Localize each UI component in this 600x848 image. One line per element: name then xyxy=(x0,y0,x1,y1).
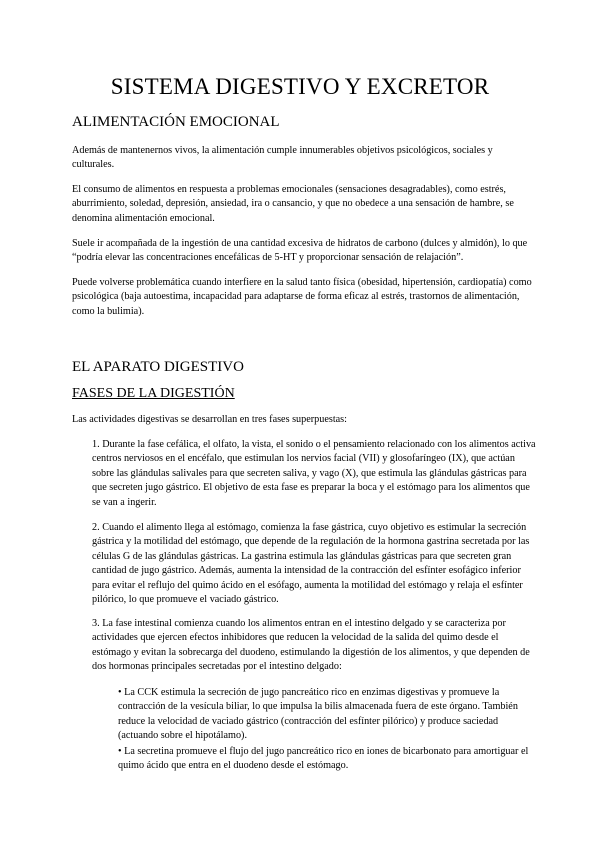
phase-item-gastrica: 2. Cuando el alimento llega al estómago, comienza la fase gástrica, cuyo objetivo es estimular la secreción gástrica y la motilidad del estómago, que depende de la regulación de la hormona gastrina secretada por las células G de las glándulas gástricas. La gastrina estimula las glándulas gástricas para que secreten gran cantidad de jugo gástrico. Además, aumenta la intensidad de la contracción del esfínter esofágico inferior para evitar el reflujo del quimo ácido en el esófago, aumenta la motilidad del estómago y relaja el esfínter pilórico, lo que promueve el vaciado gástrico. xyxy=(92,522,530,606)
paragraph: Suele ir acompañada de la ingestión de una cantidad excesiva de hidratos de carbono (dulces y almidón), lo que “podría elevar las concentraciones encefálicas de 5-HT y proporcionar sensación de relajación”. xyxy=(72,238,528,264)
paragraph: El consumo de alimentos en respuesta a problemas emocionales (sensaciones desagradables), como estrés, aburrimiento, soledad, depresión, ansiedad, ira o cansancio, y que no obedece a una sensación de hambre, se denomina alimentación emocional. xyxy=(72,184,514,224)
subsection-heading-fases-digestion: FASES DE LA DIGESTIÓN xyxy=(72,386,235,401)
document-title: SISTEMA DIGESTIVO Y EXCRETOR xyxy=(110,74,490,99)
paragraph: Puede volverse problemática cuando interfiere en la salud tanto física (obesidad, hipertensión, cardiopatía) como psicológica (baja autoestima, incapacidad para adaptarse de forma eficaz al estrés, trastornos de alimentación, como la bulimia). xyxy=(72,277,532,317)
section-heading-aparato-digestivo: EL APARATO DIGESTIVO xyxy=(72,359,244,375)
phase-item-cefalica: 1. Durante la fase cefálica, el olfato, la vista, el sonido o el pensamiento relacionado con los alimentos activa centros nerviosos en el encéfalo, que estimulan los nervios facial (VII) y glosofaríngeo (IX), que actúan sobre las glándulas salivales para que secreten saliva, y vago (X), que estimula las glándulas gástricas para que secreten jugo gástrico. El objetivo de esta fase es preparar la boca y el estómago para los alimentos que se van a ingerir. xyxy=(92,439,536,508)
intro-paragraph: Las actividades digestivas se desarrollan en tres fases superpuestas: xyxy=(72,414,347,425)
paragraph: Además de mantenernos vivos, la alimentación cumple innumerables objetivos psicológicos, sociales y culturales. xyxy=(72,145,493,171)
section-heading-alimentacion-emocional: ALIMENTACIÓN EMOCIONAL xyxy=(72,114,280,130)
bullet-item-secretina: • La secretina promueve el flujo del jugo pancreático rico en iones de bicarbonato para amortiguar el quimo ácido que entra en el duodeno desde el estómago. xyxy=(118,746,529,772)
bullet-item-cck: • La CCK estimula la secreción de jugo pancreático rico en enzimas digestivas y promueve la contracción de la vesícula biliar, lo que impulsa la bilis almacenada fuera de este órgano. También reduce la velocidad de vaciado gástrico (contracción del esfínter pilórico) y produce saciedad (actuando sobre el hipotálamo). xyxy=(118,687,518,742)
phase-item-intestinal: 3. La fase intestinal comienza cuando los alimentos entran en el intestino delgado y se caracteriza por actividades que ejercen efectos inhibidores que reducen la velocidad de la salida del quimo desde el estómago y evitan la sobrecarga del duodeno, estimulando la digestión de los alimentos, y que dependen de dos hormonas principales secretadas por el intestino delgado: xyxy=(92,618,530,673)
